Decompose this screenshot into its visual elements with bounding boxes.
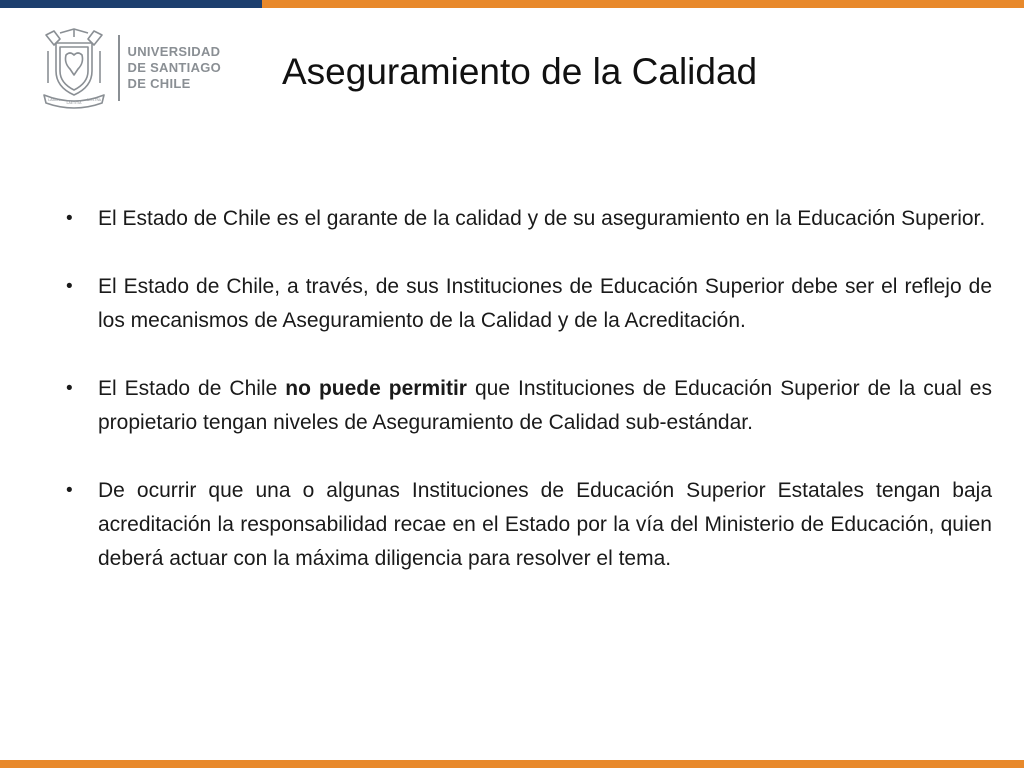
- bullet-icon: •: [66, 208, 73, 229]
- bullet-list: [62, 202, 992, 576]
- top-bar-blue-segment: [0, 0, 262, 8]
- bullet-item: [62, 474, 992, 576]
- motto-word: LABOR: [48, 98, 60, 102]
- logo-divider: [118, 35, 120, 101]
- motto-word: LAETITIA: [66, 101, 82, 105]
- logo-line: UNIVERSIDAD: [127, 44, 221, 59]
- bullet-text: El Estado de Chile es el garante de la calidad y de su aseguramiento en la Educación Superior.: [98, 207, 986, 230]
- university-logo: [40, 26, 230, 110]
- bullet-text-end: que Instituciones de Educación Superior de la cual es propietario tengan niveles de Aseguramiento de Calidad sub-estándar.: [98, 377, 992, 434]
- top-bar-orange-segment: [262, 0, 1024, 8]
- bullet-icon: •: [66, 480, 73, 501]
- bottom-accent-bar: [0, 760, 1024, 768]
- logo-wordmark: [128, 44, 222, 92]
- bullet-emphasis: no puede permitir: [285, 377, 467, 400]
- logo-line: DE SANTIAGO: [127, 60, 222, 75]
- bullet-text: De ocurrir que una o algunas Instituciones de Educación Superior Estatales tengan baja acreditación la responsabilidad recae en el Estado por la vía del Ministerio de Educación, quien deberá actuar con la máxima diligencia para resolver el tema.: [98, 479, 992, 570]
- bullet-item: [62, 372, 992, 440]
- top-accent-bar: [0, 0, 1024, 8]
- university-crest-icon: [40, 27, 108, 109]
- slide-title: Aseguramiento de la Calidad: [282, 51, 758, 92]
- bullet-text: El Estado de Chile, a través, de sus Instituciones de Educación Superior debe ser el reflejo de los mecanismos de Aseguramiento de la Calidad y de la Acreditación.: [98, 275, 992, 332]
- logo-line: DE CHILE: [127, 76, 191, 91]
- bullet-icon: •: [66, 276, 73, 297]
- motto-word: NOSTRA: [87, 98, 101, 102]
- bullet-text-start: El Estado de Chile: [98, 377, 286, 400]
- bullet-item: [62, 270, 992, 338]
- bullet-item: [62, 202, 992, 236]
- bullet-icon: •: [66, 378, 73, 399]
